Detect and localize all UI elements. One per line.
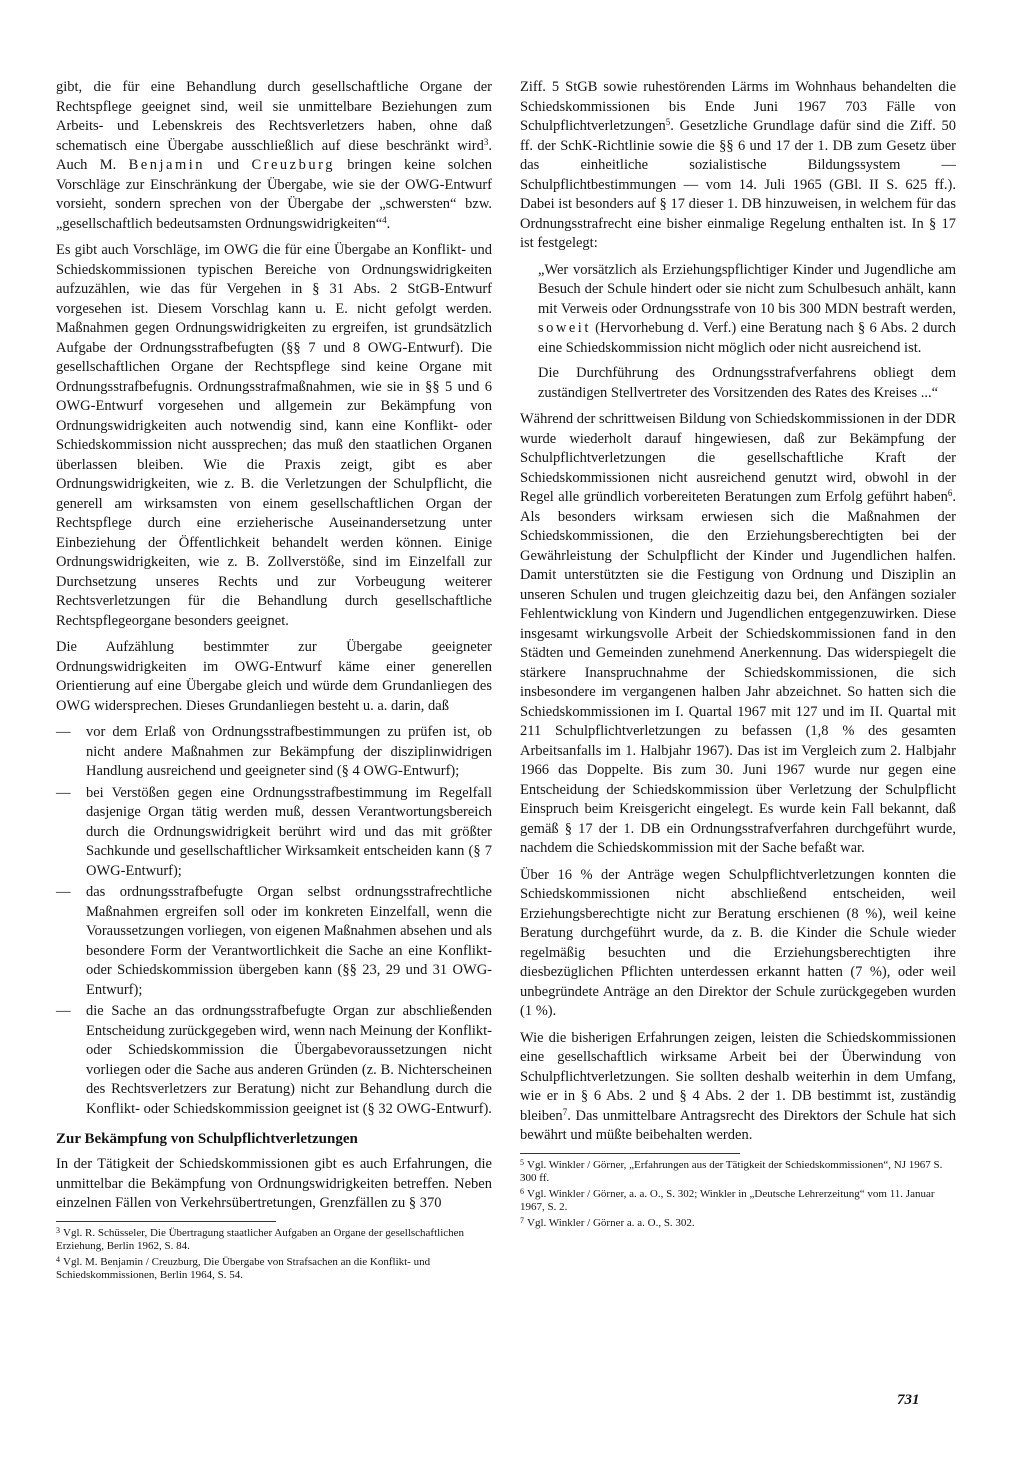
dash-list <box>56 723 492 1119</box>
paragraph: Es gibt auch Vorschläge, im OWG die für eine Übergabe an Konflikt- und Schiedskommissionen typischen Bereiche von Ordnungswidrigkeiten aufzuzählen, wie das für Vergehen in § 31 Abs. 2 StGB-Entwurf vorgesehen ist. Diesem Vorschlag kann u. E. nicht gefolgt werden. Maßnahmen gegen Ordnungswidrigkeiten zu ergreifen, ist grundsätzlich Aufgabe der Ordnungsstrafbefugten (§§ 7 und 8 OWG-Entwurf). Die gesellschaftlichen Organe der Rechtspflege sind keine Organe mit Ordnungsstrafbefugnis. Ordnungsstrafmaßnahmen, wie sie in §§ 5 und 6 OWG-Entwurf vorgesehen und allgemein zur Bekämpfung von Ordnungswidrigkeiten auch notwendig sind, kann eine Konflikt- oder Schiedskommission nicht aussprechen; das muß den staatlichen Organen überlassen bleiben. Wie die Praxis zeigt, gibt es aber Ordnungswidrigkeiten, wie z. B. die Verletzungen der Schulpflicht, die generell am wirksamsten von einem gesellschaftlichen Organ der Rechtspflege durch eine erzieherische Auseinandersetzung unter Einbeziehung der Öffentlichkeit behandelt werden können. Einige Ordnungswidrigkeiten, wie z. B. Zollverstöße, sind im Einzelfall zur Durchsetzung unseres Rechts und zur Vorbeugung weiterer Rechtsverletzungen für die Behandlung durch gesellschaftliche Rechtspflegeorgane besonders geeignet. <box>56 242 492 629</box>
list-item: — das ordnungsstrafbefugte Organ selbst ordnungsstrafrechtliche Maßnahmen ergreifen soll oder im konkreten Einzelfall, wenn die Voraussetzungen vorliegen, von eigenen Maßnahmen absehen und als besondere Form der Verantwortlichkeit die Sache an eine Konflikt- oder Schiedskommission übergeben kann (§§ 23, 29 und 31 OWG-Entwurf); <box>56 883 492 1000</box>
section-heading: Zur Bekämpfung von Schulpflichtverletzungen <box>56 1131 358 1147</box>
paragraph: Über 16 % der Anträge wegen Schulpflichtverletzungen konnten die Schiedskommissionen nicht abschließend entscheiden, weil Erziehungsberechtigte nicht zur Beratung erschienen (8 %), weil keine Beratung durchgeführt wurde, da z. B. die Kinder die Schule wieder regelmäßig besuchten und die Erziehungsberechtigten ihre diesbezüglichen Pflichten unterdessen erkannt hatten (7 %), oder weil unbegründete Anträge an den Direktor der Schule zurückgegeben wurden (1 %). <box>520 866 956 1019</box>
footnote: $^6$ Vgl. Winkler / Görner, a. a. O., S. 302; Winkler in „Deutsche Lehrerzeitung“ vom 11. Januar 1967, S. 2. <box>520 1186 935 1213</box>
paragraph: Während der schrittweisen Bildung von Schiedskommissionen in der DDR wurde wiederholt darauf hingewiesen, daß zur Bekämpfung der Schulpflichtverletzungen die gesellschaftliche Kraft der Schiedskommissionen nicht ausreichend genutzt wird, obwohl in der Regel alle gründlich vorbereiteten Beratungen zum Erfolg geführt haben$^6$. Als besonders wirksam erwiesen sich die Maßnahmen der Schiedskommissionen, die den Erziehungsberechtigten bei der Gewährleistung der Schulpflicht der Kinder und Jugendlichen halfen. Damit unterstützten sie die Festigung von Ordnung und Disziplin an unseren Schulen und trugen gleichzeitig dazu bei, den Anfängen sozialer Fehlentwicklung von Kindern und Jugendlichen entgegenzuwirken. Diese insgesamt wirkungsvolle Arbeit der Schiedskommissionen fand in den Städten und Gemeinden zunehmend Anerkennung. Das widerspiegelt die stärkere Inanspruchnahme der Schiedskommissionen, die sich insbesondere im vergangenen halben Jahr abzeichnet. So hatten sich die Schiedskommissionen im I. Quartal 1967 mit 127 und im II. Quartal mit 211 Schulpflichtverletzungen zu befassen (1,8 % des gesamten Arbeitsanfalls im 1. Halbjahr 1967). Das ist im Vergleich zum 2. Halbjahr 1966 das Doppelte. Bis zum 30. Juni 1967 wurde nur gegen eine Entscheidung der Schiedskommission über Verletzung der Schulpflicht Einspruch beim Kreisgericht eingelegt. Es wurde kein Fall bekannt, daß gemäß § 17 der 1. DB ein Ordnungsstrafverfahren durchgeführt wurde, nachdem die Schiedskommission mit der Sache befaßt war. <box>520 411 956 856</box>
legal-quote <box>538 261 956 404</box>
list-item: — die Sache an das ordnungsstrafbefugte Organ zur abschließenden Entscheidung zurückgegeben wird, wenn nach Meinung der Konflikt- oder Schiedskommission die Übergabevoraussetzungen nicht vorliegen oder die Sache aus anderen Gründen (z. B. Nichterscheinen des Rechtsverletzers zur Beratung) nicht zur Behandlung durch die Konflikt- oder Schiedskommission geeignet ist (§ 32 OWG-Entwurf). <box>56 1002 492 1119</box>
list-item: — vor dem Erlaß von Ordnungsstrafbestimmungen zu prüfen ist, ob nicht andere Maßnahmen zur Bekämpfung der disziplinwidrigen Handlung ausreichend und geeigneter sind (§ 4 OWG-Entwurf); <box>56 723 492 782</box>
spaced-name: Benjamin <box>128 157 206 173</box>
list-item: — bei Verstößen gegen eine Ordnungsstrafbestimmung im Regelfall dasjenige Organ tätig werden muß, dessen Verantwortungsbereich durch die Ordnungswidrigkeit berührt wird und das mit größter Sachkunde und gesellschaftlicher Wirksamkeit entscheiden kann (§ 7 OWG-Entwurf); <box>56 784 492 882</box>
footnote: $^7$ Vgl. Winkler / Görner a. a. O., S. 302. <box>520 1215 695 1229</box>
paragraph: In der Tätigkeit der Schiedskommissionen gibt es auch Erfahrungen, die unmittelbar die Bekämpfung von Ordnungswidrigkeiten betreffen. Neben einzelnen Fällen von Verkehrsübertretungen, Grenzfällen zu § 370 <box>56 1156 492 1211</box>
quote-paragraph: Die Durchführung des Ordnungsstrafverfahrens obliegt dem zuständigen Stellvertreter des Vorsitzenden des Rates des Kreises ...“ <box>538 365 956 401</box>
paragraph: gibt, die für eine Behandlung durch gesellschaftliche Organe der Rechtspflege geeignet sind, weil sie unmittelbare Beziehungen zum Arbeits- und Lebenskreis des Rechtsverletzers haben, ohne daß schematisch eine Übergabe ausschließlich auf diese beschränkt wird$^3$. Auch M. Benjamin und Creuzburg bringen keine solchen Vorschläge zur Einschränkung der Übergabe, wie sie der OWG-Entwurf vorsieht, sondern sprechen von der Übergabe der „schwersten“ bzw. „gesellschaftlich bedeutsamsten Ordnungswidrigkeiten“$^4$. <box>56 79 492 232</box>
footnote: $^4$ Vgl. M. Benjamin / Creuzburg, Die Übergabe von Strafsachen an die Konflikt- und Schiedskommissionen, Berlin 1964, S. 54. <box>56 1254 431 1281</box>
paragraph: Ziff. 5 StGB sowie ruhestörenden Lärms im Wohnhaus behandelten die Schiedskommissionen bis Ende Juni 1967 703 Fälle von Schulpflichtverletzungen$^5$. Gesetzliche Grundlage dafür sind die Ziff. 50 ff. der SchK-Richtlinie sowie die §§ 6 und 17 der 1. DB zum Gesetz über das einheitliche sozialistische Bildungssystem — Schulpflichtbestimmungen — vom 14. Juli 1965 (GBl. II S. 625 ff.). Dabei ist besonders auf § 17 dieser 1. DB hinzuweisen, in welchem für das Ordnungsstrafrecht eine bisher einmalige Regelung enthalten ist. In § 17 ist festgelegt: <box>520 79 956 251</box>
footnote-ref: 4 <box>382 214 387 225</box>
footnote-ref: 7 <box>562 1106 568 1117</box>
spaced-name: Creuzburg <box>251 157 335 173</box>
footnote-divider <box>56 1221 276 1222</box>
footnote: $^3$ Vgl. R. Schüsseler, Die Übertragung staatlicher Aufgaben an Organe der gesellschaftlichen Erziehung, Berlin 1962, S. 84. <box>56 1225 465 1252</box>
footnote: $^5$ Vgl. Winkler / Görner, „Erfahrungen aus der Tätigkeit der Schiedskommissionen“, NJ 1967 S. 300 ff. <box>520 1157 943 1184</box>
quote-paragraph: „Wer vorsätzlich als Erziehungspflichtiger Kinder und Jugendliche am Besuch der Schule hindert oder sie nicht zum Schulbesuch anhält, kann mit Verweis oder Ordnungsstrafe von 10 bis 300 MDN bestraft werden, soweit (Hervorhebung d. Verf.) eine Beratung nach § 6 Abs. 2 durch eine Schiedskommission nicht möglich oder nicht ausreichend ist. <box>538 261 956 356</box>
paragraph: Die Aufzählung bestimmter zur Übergabe geeigneter Ordnungswidrigkeiten im OWG-Entwurf käme einer generellen Orientierung auf eine Übergabe gleich und würde dem Grundanliegen des OWG widersprechen. Dieses Grundanliegen besteht u. a. darin, daß <box>56 639 492 714</box>
footnote-divider <box>520 1153 740 1154</box>
page-number: 731 <box>897 1392 920 1408</box>
paragraph: Wie die bisherigen Erfahrungen zeigen, leisten die Schiedskommissionen eine gesellschaftlich wirksame Arbeit bei der Überwindung von Schulpflichtverletzungen. Sie sollten deshalb weiterhin in dem Umfang, wie er in § 6 Abs. 2 und § 4 Abs. 2 der 1. DB bestimmt ist, zuständig bleiben$^7$. Das unmittelbare Antragsrecht des Direktors der Schule hat sich bewährt und müßte beibehalten werden. <box>520 1029 956 1143</box>
emphasized-word: soweit <box>538 320 591 336</box>
right-column <box>520 78 956 1232</box>
footnote-ref: 3 <box>483 136 489 147</box>
left-column <box>56 78 492 1285</box>
footnote-ref: 5 <box>665 117 671 127</box>
footnote-ref: 6 <box>947 488 953 498</box>
